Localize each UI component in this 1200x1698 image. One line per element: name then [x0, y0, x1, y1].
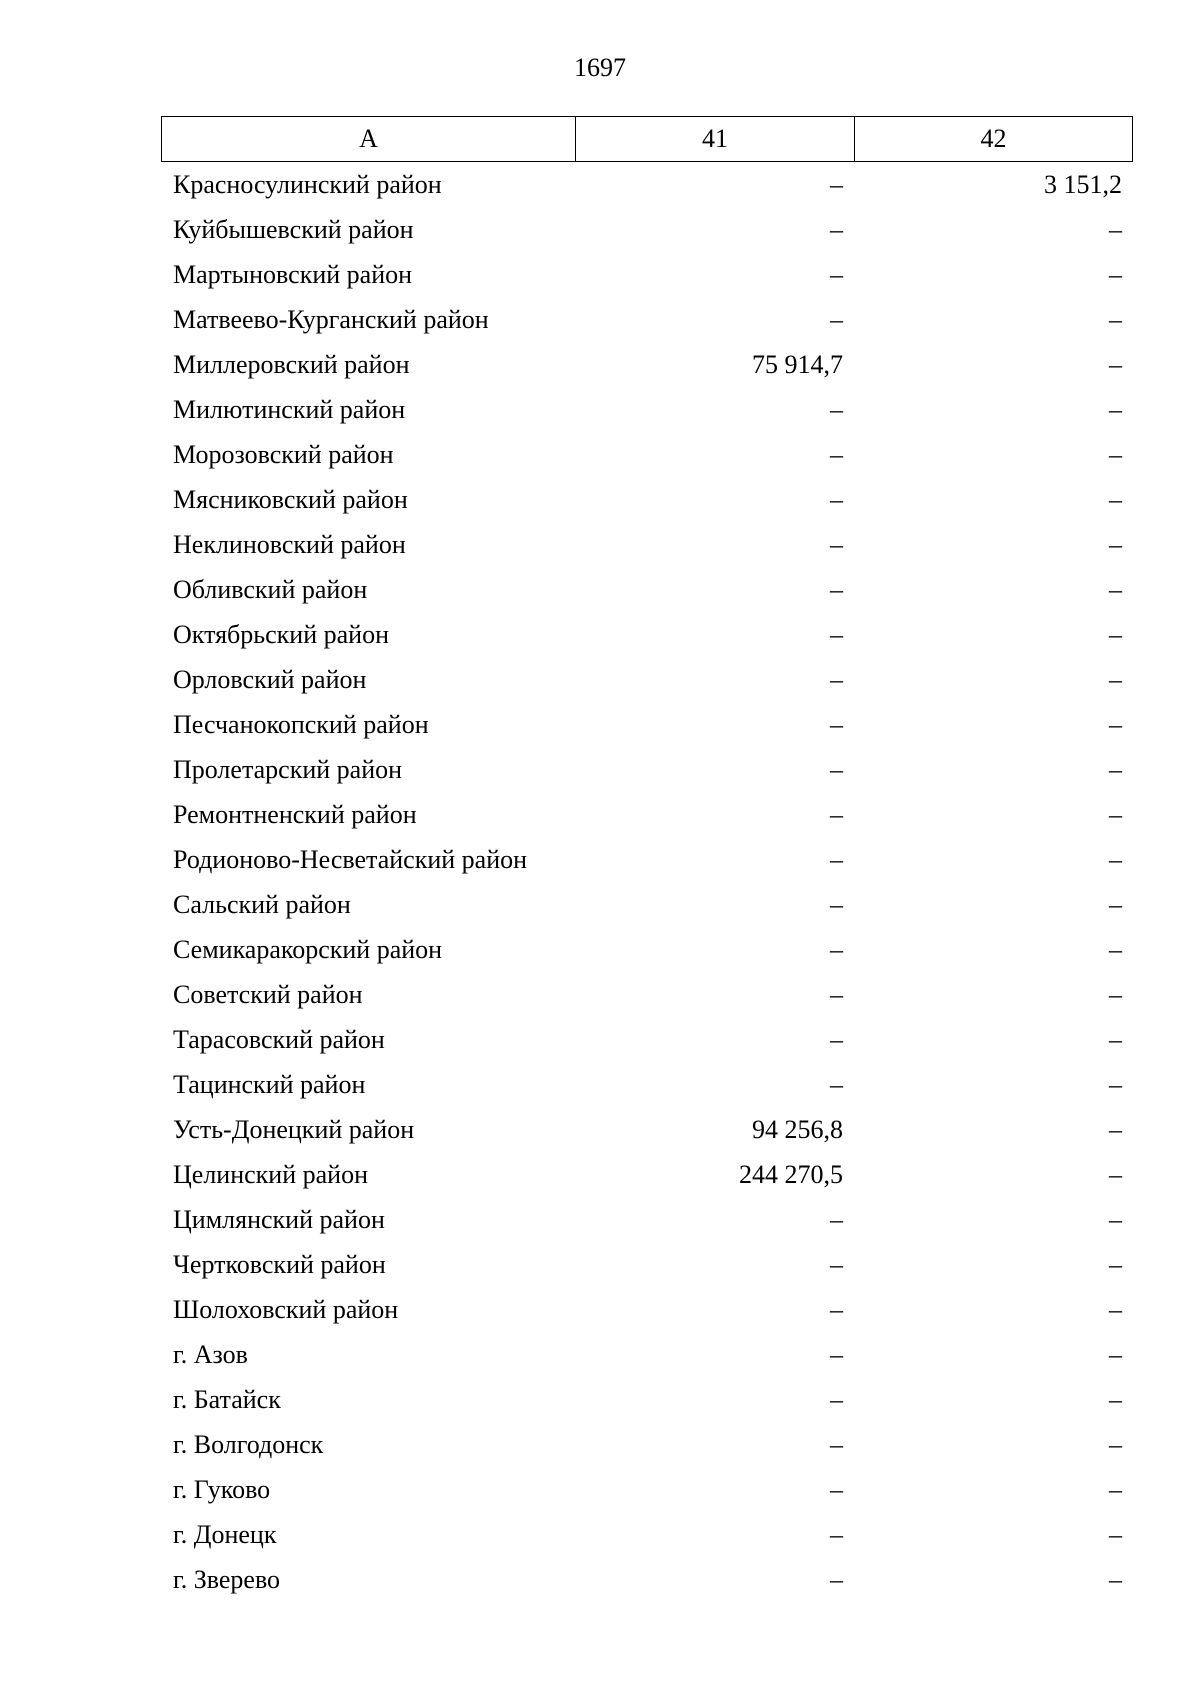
row-value-42-cell: – — [1109, 1294, 1122, 1324]
table-row — [161, 657, 1133, 702]
table-body — [161, 162, 1133, 1602]
table-row — [161, 1197, 1133, 1242]
row-value-41-cell: – — [830, 1564, 843, 1594]
row-value-41-cell: – — [830, 1204, 843, 1234]
row-name-cell: г. Волгодонск — [173, 1429, 324, 1459]
row-value-41-cell: 244 270,5 — [739, 1159, 843, 1189]
row-value-41-cell: – — [830, 619, 843, 649]
row-value-41-cell: – — [830, 1519, 843, 1549]
row-value-42-cell: – — [1109, 259, 1122, 289]
table-row — [161, 567, 1133, 612]
row-name-cell: Шолоховский район — [173, 1294, 399, 1324]
row-value-41-cell: – — [830, 1384, 843, 1414]
row-name-cell: Милютинский район — [173, 394, 406, 424]
row-name-cell: Октябрьский район — [173, 619, 389, 649]
row-value-41-cell: – — [830, 844, 843, 874]
row-value-41-cell: – — [830, 934, 843, 964]
table-row — [161, 1332, 1133, 1377]
row-value-41-cell: – — [830, 574, 843, 604]
row-value-41-cell: – — [830, 1069, 843, 1099]
row-name-cell: Пролетарский район — [173, 754, 403, 784]
row-name-cell: Неклиновский район — [173, 529, 406, 559]
row-value-42-cell: – — [1109, 889, 1122, 919]
row-name-cell: Сальский район — [173, 889, 351, 919]
row-value-42-cell: – — [1109, 1429, 1122, 1459]
row-name-cell: Семикаракорский район — [173, 934, 443, 964]
row-name-cell: Тацинский район — [173, 1069, 366, 1099]
row-name-cell: Цимлянский район — [173, 1204, 385, 1234]
row-name-cell: Красносулинский район — [173, 169, 442, 199]
row-name-cell: Орловский район — [173, 664, 367, 694]
table-row — [161, 1422, 1133, 1467]
row-value-41-cell: – — [830, 664, 843, 694]
table-row — [161, 522, 1133, 567]
table-header-row — [161, 116, 1133, 162]
table-row — [161, 1377, 1133, 1422]
table-row — [161, 207, 1133, 252]
table-row — [161, 792, 1133, 837]
row-value-41-cell: – — [830, 529, 843, 559]
row-value-42-cell: – — [1109, 439, 1122, 469]
row-name-cell: Ремонтненский район — [173, 799, 417, 829]
row-value-42-cell: 3 151,2 — [1044, 169, 1122, 199]
row-value-42-cell: – — [1109, 1564, 1122, 1594]
row-value-42-cell: – — [1109, 529, 1122, 559]
row-name-cell: г. Азов — [173, 1339, 248, 1369]
row-value-41-cell: – — [830, 1339, 843, 1369]
table-row — [161, 1467, 1133, 1512]
row-value-41-cell: – — [830, 214, 843, 244]
row-name-cell: Советский район — [173, 979, 363, 1009]
row-value-42-cell: – — [1109, 1159, 1122, 1189]
row-value-42-cell: – — [1109, 214, 1122, 244]
table-row — [161, 1062, 1133, 1107]
table-row — [161, 432, 1133, 477]
table-row — [161, 252, 1133, 297]
row-value-41-cell: – — [830, 304, 843, 334]
row-value-41-cell: – — [830, 394, 843, 424]
table-row — [161, 747, 1133, 792]
row-value-42-cell: – — [1109, 574, 1122, 604]
table-row — [161, 837, 1133, 882]
row-value-42-cell: – — [1109, 349, 1122, 379]
row-value-41-cell: – — [830, 754, 843, 784]
row-value-42-cell: – — [1109, 754, 1122, 784]
table-row — [161, 972, 1133, 1017]
row-value-42-cell: – — [1109, 799, 1122, 829]
table-row — [161, 1017, 1133, 1062]
row-value-41-cell: – — [830, 1294, 843, 1324]
row-name-cell: Чертковский район — [173, 1249, 386, 1279]
page-number: 1697 — [574, 53, 626, 82]
table-row — [161, 1242, 1133, 1287]
row-name-cell: Тарасовский район — [173, 1024, 385, 1054]
row-value-41-cell: – — [830, 439, 843, 469]
row-value-42-cell: – — [1109, 709, 1122, 739]
row-name-cell: Морозовский район — [173, 439, 394, 469]
table-row — [161, 297, 1133, 342]
row-value-41-cell: – — [830, 1024, 843, 1054]
row-value-42-cell: – — [1109, 664, 1122, 694]
row-name-cell: г. Зверево — [173, 1564, 281, 1594]
row-name-cell: Обливский район — [173, 574, 368, 604]
header-cell-a: А — [162, 117, 576, 161]
row-value-41-cell: 75 914,7 — [752, 349, 843, 379]
table-row — [161, 387, 1133, 432]
row-value-41-cell: – — [830, 1474, 843, 1504]
row-name-cell: Мясниковский район — [173, 484, 408, 514]
row-name-cell: Куйбышевский район — [173, 214, 414, 244]
table-row — [161, 1152, 1133, 1197]
row-name-cell: Родионово-Несветайский район — [173, 844, 528, 874]
row-value-42-cell: – — [1109, 979, 1122, 1009]
table-row — [161, 477, 1133, 522]
row-value-41-cell: – — [830, 484, 843, 514]
row-value-42-cell: – — [1109, 304, 1122, 334]
row-value-42-cell: – — [1109, 844, 1122, 874]
row-name-cell: Матвеево-Курганский район — [173, 304, 489, 334]
table-row — [161, 1557, 1133, 1602]
row-name-cell: Миллеровский район — [173, 349, 410, 379]
row-value-42-cell: – — [1109, 1249, 1122, 1279]
row-value-41-cell: – — [830, 259, 843, 289]
row-value-41-cell: – — [830, 889, 843, 919]
row-value-41-cell: – — [830, 1249, 843, 1279]
row-name-cell: Мартыновский район — [173, 259, 413, 289]
table-row — [161, 927, 1133, 972]
row-value-42-cell: – — [1109, 1339, 1122, 1369]
row-value-42-cell: – — [1109, 934, 1122, 964]
row-value-42-cell: – — [1109, 1069, 1122, 1099]
table-row — [161, 612, 1133, 657]
table-row — [161, 1512, 1133, 1557]
row-value-41-cell: – — [830, 709, 843, 739]
row-value-42-cell: – — [1109, 1474, 1122, 1504]
row-value-42-cell: – — [1109, 619, 1122, 649]
row-name-cell: г. Гуково — [173, 1474, 271, 1504]
row-value-41-cell: – — [830, 169, 843, 199]
table-row — [161, 162, 1133, 207]
header-cell-42: 42 — [980, 124, 1007, 153]
row-value-42-cell: – — [1109, 484, 1122, 514]
row-value-42-cell: – — [1109, 1024, 1122, 1054]
table-row — [161, 1287, 1133, 1332]
row-name-cell: г. Донецк — [173, 1519, 277, 1549]
row-name-cell: г. Батайск — [173, 1384, 281, 1414]
table-row — [161, 1107, 1133, 1152]
row-name-cell: Целинский район — [173, 1159, 368, 1189]
row-name-cell: Песчанокопский район — [173, 709, 429, 739]
table-row — [161, 882, 1133, 927]
row-value-41-cell: – — [830, 1429, 843, 1459]
data-table — [161, 116, 1133, 1602]
row-value-42-cell: – — [1109, 1114, 1122, 1144]
row-value-42-cell: – — [1109, 1204, 1122, 1234]
row-name-cell: Усть-Донецкий район — [173, 1114, 415, 1144]
table-row — [161, 342, 1133, 387]
table-row — [161, 702, 1133, 747]
row-value-42-cell: – — [1109, 1519, 1122, 1549]
row-value-41-cell: – — [830, 979, 843, 1009]
row-value-41-cell: – — [830, 799, 843, 829]
row-value-41-cell: 94 256,8 — [752, 1114, 843, 1144]
row-value-42-cell: – — [1109, 394, 1122, 424]
row-value-42-cell: – — [1109, 1384, 1122, 1414]
header-cell-41: 41 — [576, 117, 855, 161]
